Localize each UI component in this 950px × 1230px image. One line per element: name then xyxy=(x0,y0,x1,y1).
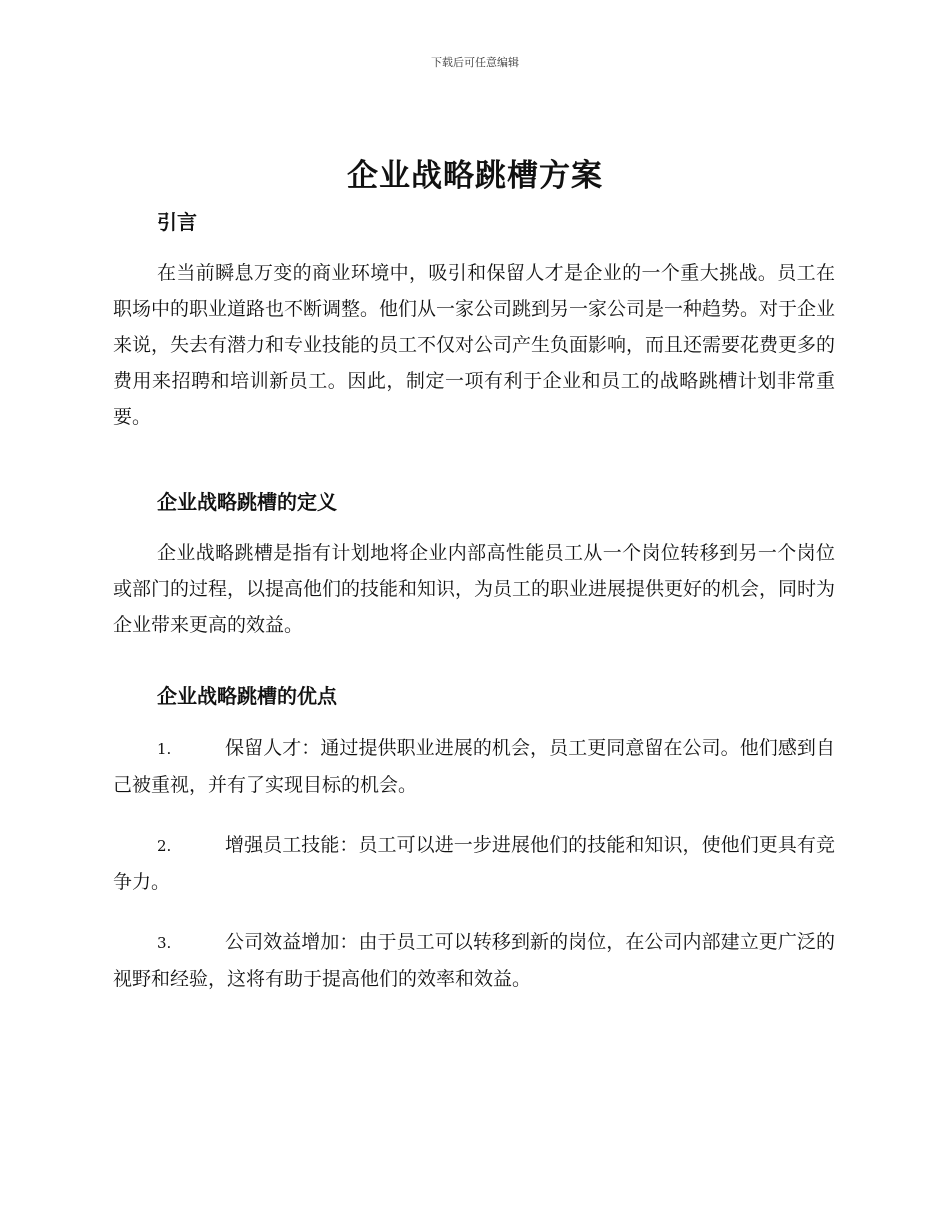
section-heading-advantages: 企业战略跳槽的优点 xyxy=(157,684,337,708)
list-item-text: 增强员工技能：员工可以进一步进展他们的技能和知识，使他们更具有竞争力。 xyxy=(113,834,835,893)
list-item-text: 公司效益增加：由于员工可以转移到新的岗位，在公司内部建立更广泛的视野和经验，这将有助于提高他们的效率和效益。 xyxy=(113,931,835,990)
header-note: 下载后可任意编辑 xyxy=(431,56,519,69)
list-item-text: 保留人才：通过提供职业进展的机会，员工更同意留在公司。他们感到自己被重视，并有了实现目标的机会。 xyxy=(113,737,835,796)
list-item xyxy=(113,730,835,803)
definition-paragraph: 企业战略跳槽是指有计划地将企业内部高性能员工从一个岗位转移到另一个岗位或部门的过程，以提高他们的技能和知识，为员工的职业进展提供更好的机会，同时为企业带来更高的效益。 xyxy=(113,542,836,636)
list-item-number: 1. xyxy=(157,740,172,758)
list-item xyxy=(113,827,835,900)
list-item-number: 2. xyxy=(157,837,172,855)
list-item xyxy=(113,924,835,997)
introduction-paragraph: 在当前瞬息万变的商业环境中，吸引和保留人才是企业的一个重大挑战。员工在职场中的职业道路也不断调整。他们从一家公司跳到另一家公司是一种趋势。对于企业来说，失去有潜力和专业技能的员工不仅对公司产生负面影响，而且还需要花费更多的费用来招聘和培训新员工。因此，制定一项有利于企业和员工的战略跳槽计划非常重要。 xyxy=(113,262,836,428)
list-item-number: 3. xyxy=(157,934,172,952)
section-heading-introduction: 引言 xyxy=(157,210,197,234)
section-heading-definition: 企业战略跳槽的定义 xyxy=(157,490,337,514)
document-title: 企业战略跳槽方案 xyxy=(347,158,603,194)
